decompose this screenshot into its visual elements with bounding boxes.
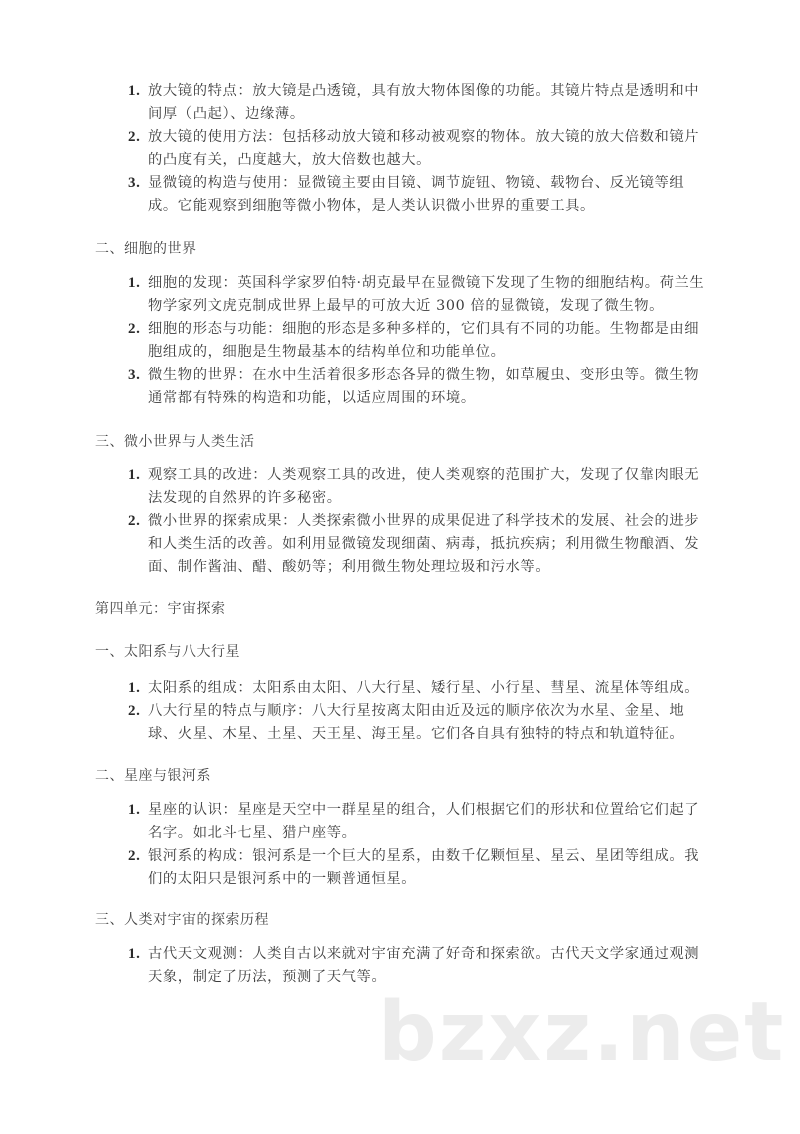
list-item	[128, 700, 708, 746]
item-number: 1.	[128, 467, 141, 483]
item-number: 3.	[128, 367, 141, 383]
item-number: 1.	[128, 83, 141, 99]
list-cell-world	[128, 272, 708, 410]
item-text: 星座的认识：星座是天空中一群星星的组合，人们根据它们的形状和位置给它们起了名字。如北斗七星、猎户座等。	[148, 802, 700, 841]
list-item	[128, 464, 708, 510]
list-item	[128, 845, 708, 891]
list-item	[128, 172, 708, 218]
section-heading: 二、星座与银河系	[95, 768, 211, 784]
item-text: 观察工具的改进：人类观察工具的改进，使人类观察的范围扩大，发现了仅靠肉眼无法发现的自然界的许多秘密。	[148, 467, 700, 506]
item-number: 2.	[128, 848, 141, 864]
item-text: 放大镜的特点：放大镜是凸透镜，具有放大物体图像的功能。其镜片特点是透明和中间厚（凸起）、边缘薄。	[148, 83, 700, 122]
item-text: 微小世界的探索成果：人类探索微小世界的成果促进了科学技术的发展、社会的进步和人类生活的改善。如利用显微镜发现细菌、病毒，抵抗疾病；利用微生物酿酒、发面、制作酱油、醋、酸奶等；利用微生物处理垃圾和污水等。	[148, 513, 700, 575]
list-micro-world-life	[128, 464, 708, 579]
item-number: 1.	[128, 275, 141, 291]
list-item	[128, 80, 708, 126]
watermark: bzxz.net	[378, 985, 786, 1080]
list-item	[128, 799, 708, 845]
list-item	[128, 510, 708, 579]
list-item	[128, 364, 708, 410]
list-constellation-galaxy	[128, 799, 708, 891]
list-item	[128, 126, 708, 172]
item-text: 八大行星的特点与顺序：八大行星按离太阳由近及远的顺序依次为水星、金星、地球、火星、木星、土星、天王星、海王星。它们各自具有独特的特点和轨道特征。	[148, 703, 685, 742]
list-item	[128, 318, 708, 364]
item-number: 2.	[128, 129, 141, 145]
item-number: 2.	[128, 703, 141, 719]
item-text: 银河系的构成：银河系是一个巨大的星系，由数千亿颗恒星、星云、星团等组成。我们的太阳只是银河系中的一颗普通恒星。	[148, 848, 700, 887]
item-text: 细胞的形态与功能：细胞的形态是多种多样的，它们具有不同的功能。生物都是由细胞组成的，细胞是生物最基本的结构单位和功能单位。	[148, 321, 700, 360]
item-number: 1.	[128, 946, 141, 962]
section-heading: 一、太阳系与八大行星	[95, 644, 240, 660]
item-text: 显微镜的构造与使用：显微镜主要由目镜、调节旋钮、物镜、载物台、反光镜等组成。它能观察到细胞等微小物体，是人类认识微小世界的重要工具。	[148, 175, 685, 214]
item-text: 古代天文观测：人类自古以来就对宇宙充满了好奇和探索欲。古代天文学家通过观测天象，制定了历法，预测了天气等。	[148, 946, 700, 985]
list-item	[128, 677, 708, 700]
list-magnifier-microscope	[128, 80, 708, 218]
item-number: 1.	[128, 680, 141, 696]
list-space-exploration	[128, 943, 708, 989]
list-solar-system	[128, 677, 708, 746]
item-text: 太阳系的组成：太阳系由太阳、八大行星、矮行星、小行星、彗星、流星体等组成。	[148, 680, 700, 696]
item-number: 2.	[128, 321, 141, 337]
section-heading: 二、细胞的世界	[95, 241, 197, 257]
list-item	[128, 943, 708, 989]
item-number: 1.	[128, 802, 141, 818]
section-heading: 三、人类对宇宙的探索历程	[95, 912, 269, 928]
section-heading: 三、微小世界与人类生活	[95, 434, 255, 450]
item-text: 细胞的发现：英国科学家罗伯特·胡克最早在显微镜下发现了生物的细胞结构。荷兰生物学家列文虎克制成世界上最早的可放大近 300 倍的显微镜，发现了微生物。	[148, 275, 705, 314]
item-text: 微生物的世界：在水中生活着很多形态各异的微生物，如草履虫、变形虫等。微生物通常都有特殊的构造和功能，以适应周围的环境。	[148, 367, 700, 406]
item-text: 放大镜的使用方法：包括移动放大镜和移动被观察的物体。放大镜的放大倍数和镜片的凸度有关，凸度越大，放大倍数也越大。	[148, 129, 700, 168]
item-number: 3.	[128, 175, 141, 191]
unit-heading: 第四单元：宇宙探索	[95, 601, 226, 617]
item-number: 2.	[128, 513, 141, 529]
list-item	[128, 272, 708, 318]
